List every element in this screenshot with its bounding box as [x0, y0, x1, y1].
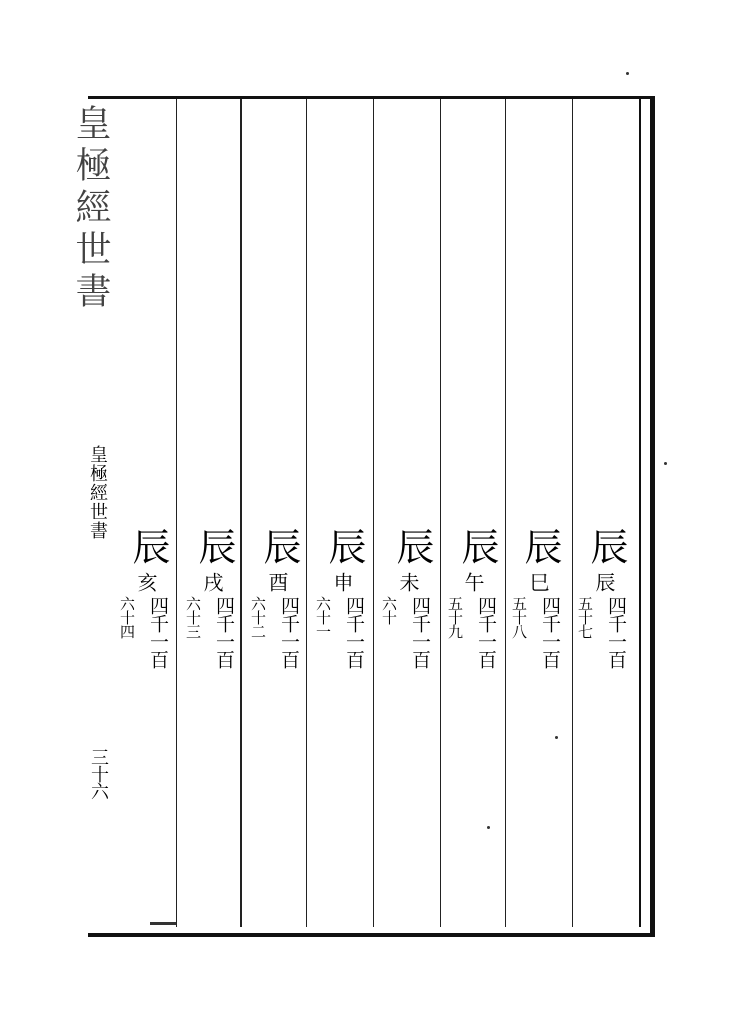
scan-speck [555, 736, 558, 739]
book-title: 皇極經世書 [87, 445, 108, 540]
entry-seq: 六十三 [184, 596, 202, 638]
scan-speck [626, 72, 629, 75]
entry-main-char: 辰 [584, 527, 628, 565]
entry-count: 四千一百 [539, 596, 561, 668]
folio-number: 三十六 [88, 748, 109, 799]
entry-branch: 申 [330, 572, 354, 592]
entry-main-char: 辰 [518, 527, 562, 565]
entry-branch: 辰 [592, 572, 616, 592]
entry-count: 四千一百 [343, 596, 365, 668]
entry-branch: 巳 [526, 572, 550, 592]
entry-count: 四千一百 [278, 596, 300, 668]
column-rule [240, 99, 242, 927]
entry-seq: 五十八 [510, 596, 528, 638]
entry-seq: 六十 [380, 596, 398, 624]
column-rule [572, 99, 573, 927]
column-rule [176, 99, 177, 927]
entry-branch: 酉 [265, 572, 289, 592]
entry-count: 四千一百 [213, 596, 235, 668]
entry-seq: 六十四 [118, 596, 136, 638]
entry-seq: 六十二 [249, 596, 267, 638]
entry-main-char: 辰 [192, 527, 236, 565]
column-rule [373, 99, 374, 927]
entry-main-char: 辰 [257, 527, 301, 565]
column-rule [505, 99, 506, 927]
entry-count: 四千一百 [475, 596, 497, 668]
scan-speck [664, 462, 667, 465]
entry-count: 四千一百 [409, 596, 431, 668]
margin-title: 皇極經世書 [70, 104, 111, 314]
entry-count: 四千一百 [147, 596, 169, 668]
page-border [88, 96, 655, 937]
entry-count: 四千一百 [605, 596, 627, 668]
column-rule [306, 99, 307, 927]
entry-branch: 戌 [200, 572, 224, 592]
entry-main-char: 辰 [322, 527, 366, 565]
scan-speck [487, 826, 490, 829]
column-rule [440, 99, 441, 927]
entry-seq: 五十七 [576, 596, 594, 638]
entry-seq: 五十九 [446, 596, 464, 638]
entry-branch: 亥 [134, 572, 158, 592]
entry-main-char: 辰 [455, 527, 499, 565]
entry-main-char: 辰 [390, 527, 434, 565]
entry-main-char: 辰 [126, 527, 170, 565]
scan-fleck [150, 922, 176, 925]
entry-seq: 六十一 [314, 596, 332, 638]
entry-branch: 午 [461, 572, 485, 592]
inner-border-line [639, 99, 641, 927]
entry-branch: 未 [396, 572, 420, 592]
